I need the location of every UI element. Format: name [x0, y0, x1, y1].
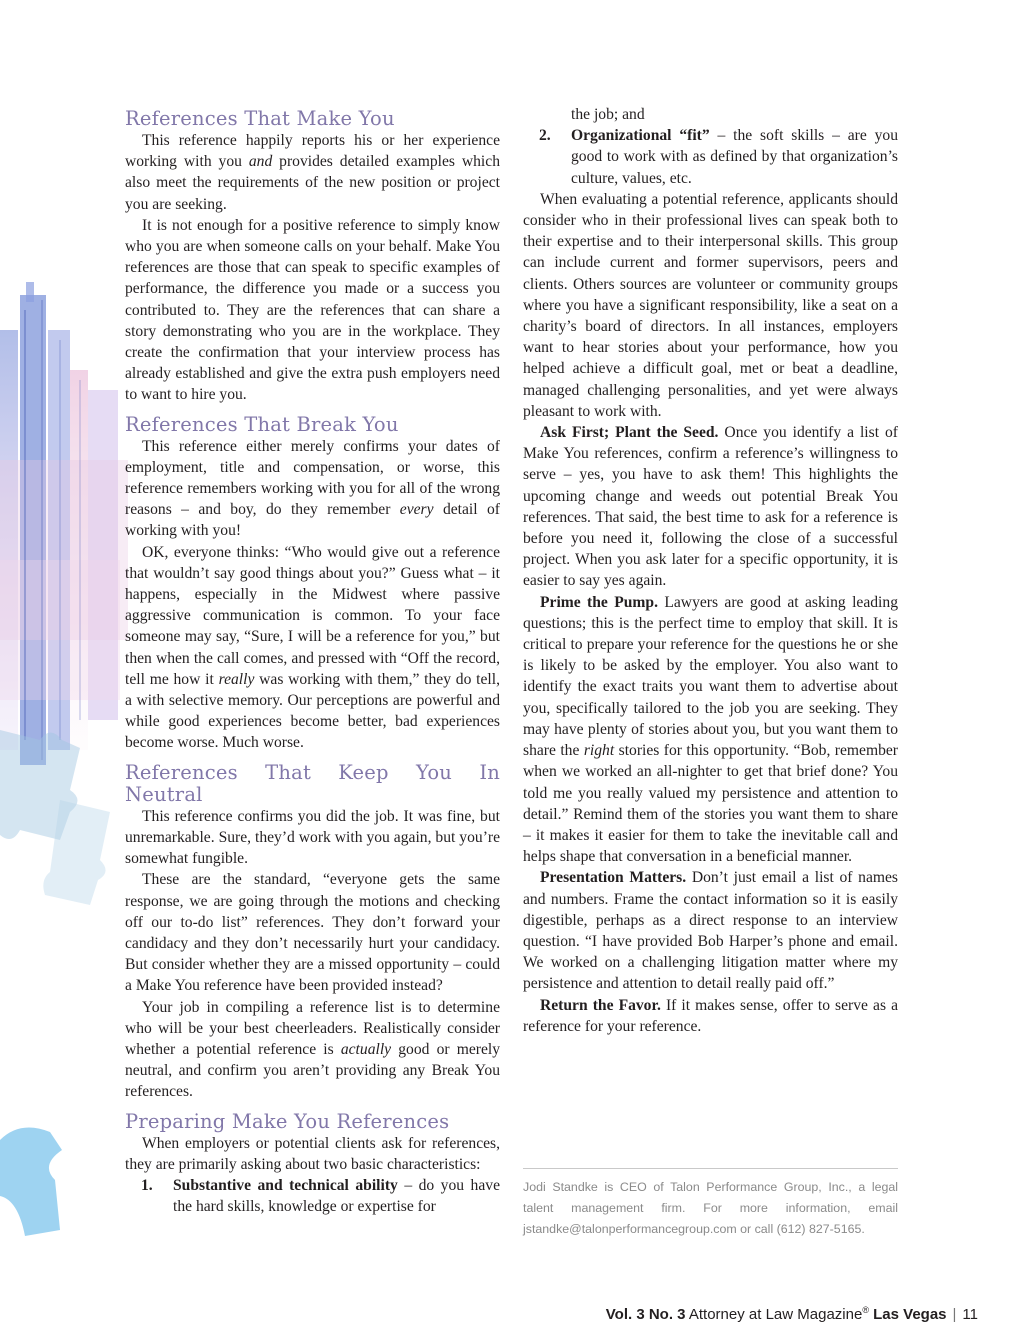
text-run: It is not enough for a positive reference to simply know who you are when someone calls on your behalf. Make You references are those that can speak to specific examples of performance, the difference you made or a success you contributed to. They are the references that can share a story demonstrating who you are in the workplace. They create the confirmation that your interview process has already established and give the extra push employers need to want to hire you.	[125, 216, 500, 404]
body-paragraph	[125, 869, 500, 996]
text-run: This reference confirms you did the job. It was fine, but unremarkable. Sure, they’d work with you again, but you’re somewhat fungible.	[125, 807, 500, 868]
section-heading: References That Keep You In Neutral	[125, 760, 500, 806]
page-footer	[606, 1305, 978, 1323]
list-item	[523, 125, 898, 189]
text-run: This reference either merely confirms your dates of employment, title and compensation, or worse, this reference remembers working with you for all of the wrong reasons – and boy, do they remember	[125, 437, 500, 519]
body-paragraph	[523, 867, 898, 994]
footer-separator: |	[952, 1306, 957, 1323]
text-run: detail of working with you!	[125, 501, 500, 540]
text-run: provides detailed examples which also meet the requirements of the new position or project you are seeking.	[125, 153, 500, 213]
right-column	[523, 104, 898, 1037]
section-heading: Preparing Make You References	[125, 1109, 450, 1133]
body-paragraph	[125, 806, 500, 870]
text-run: This reference happily reports his or her experience working with you	[125, 132, 500, 171]
section-heading: References That Break You	[125, 412, 399, 436]
text-run: Once you identify a list of Make You references, confirm a reference’s willingness to serve – yes, you have to ask them! This highlights the upcoming change and weeds out potential Break You references. That said, the best time to ask for a reference is before you need it, following the close of a successful project. When you ask later for a specific opportunity, it is easier to say yes again.	[523, 424, 898, 590]
text-run: Your job in compiling a reference list is to determine who will be your best cheerleaders. Realistically consider whether a potential reference is	[125, 998, 500, 1058]
bold-lead-in: Prime the Pump.	[540, 593, 658, 611]
list-item-title: Substantive and technical ability	[173, 1176, 398, 1194]
list-item-continued: the job; and	[571, 106, 645, 123]
list-item-title: Organizational “fit”	[571, 127, 710, 145]
page-number: 11	[962, 1306, 978, 1323]
body-paragraph	[125, 436, 500, 542]
bold-lead-in: Ask First; Plant the Seed.	[540, 424, 719, 442]
italic-run: actually	[340, 1040, 392, 1058]
italic-run: really	[218, 670, 255, 688]
text-run: When evaluating a potential reference, applicants should consider who in their professional lives can speak both to their expertise and to their interpersonal skills. This group can include current and former supervisors, peers and clients. Others sources are volunteer or community groups where you have a significant responsibility, like a seat on a charity’s board of directors. In all instances, employers want to hear stories about your performance, how you helped achieve a difficult goal, met or beat a deadline, managed challenging personalities, and yet were always pleasant to work with.	[523, 190, 898, 420]
numbered-list	[125, 1175, 500, 1217]
body-paragraph	[523, 189, 898, 422]
list-text	[173, 1175, 500, 1217]
body-paragraph	[125, 997, 500, 1103]
body-paragraph	[125, 542, 500, 754]
puzzle-pieces	[0, 730, 110, 1236]
magazine-title: Attorney at Law Magazine	[688, 1306, 863, 1323]
body-paragraph	[125, 130, 500, 215]
italic-run: and	[248, 153, 273, 171]
edition-label: Las Vegas	[873, 1306, 947, 1323]
text-run: When employers or potential clients ask for references, they are primarily asking about two basic characteristics:	[125, 1134, 500, 1173]
italic-run: every	[399, 501, 434, 519]
section-heading: References That Make You	[125, 107, 395, 130]
text-run: Don’t just email a list of names and numbers. Frame the contact information so it is easily digestible, perhaps as a direct response to an interview question. “I have provided Bob Harper’s phone and email. We worked on a challenging litigation matter where my persistence and attention to detail really paid off.”	[523, 869, 899, 993]
text-run: stories for this opportunity. “Bob, remember when we worked an all-nighter to get that brief done? You told me you really valued my persistence and attention to detail.” Remind them of the stories you want them to share – it makes it easier for them to take the inevitable call and helps shape that conversation in a beneficial manner.	[523, 742, 898, 866]
body-paragraph	[523, 995, 898, 1037]
italic-run: right	[583, 742, 615, 760]
bold-lead-in: Return the Favor.	[540, 996, 661, 1014]
body-paragraph	[125, 1133, 500, 1175]
body-paragraph	[125, 215, 500, 406]
left-column	[125, 104, 500, 1217]
list-item-body: – the soft skills – are you good to work with as defined by that organization’s culture, values, etc.	[571, 127, 898, 187]
text-run: OK, everyone thinks: “Who would give out a reference that wouldn’t say good things about you?” Guess what – it happens, especially in the Midwest where passive aggressive communication is common. To your face someone may say, “Sure, I will be a reference for you,” but then when the call comes, and pressed with “Off the record, tell me how it	[125, 543, 500, 688]
list-number: 2.	[539, 127, 551, 145]
text-run: was working with them,” they do tell, a with selective memory. Our perceptions are powerful and while good experiences become better, bad experiences become worse. Much worse.	[125, 670, 500, 752]
list-number: 1.	[141, 1176, 153, 1194]
text-run: Lawyers are good at asking leading questions; this is the perfect time to employ that skill. It is critical to prepare your reference for the questions he or she is likely to be asked by the employer. You also want to identify the exact traits you want them to advertise about you, specifically tailored to the job you are seeking. They may have plenty of stories about you, but you want them to share the	[523, 593, 898, 760]
author-bio: Jodi Standke is CEO of Talon Performance Group, Inc., a legal talent management firm. For more information, email jstandke@talonperformancegroup.com or call (612) 827-5165.	[523, 1168, 898, 1240]
text-run: If it makes sense, offer to serve as a reference for your reference.	[523, 996, 899, 1035]
list-item	[125, 1175, 500, 1217]
text-run: good or merely neutral, and confirm you aren’t providing any Break You references.	[125, 1040, 500, 1101]
issue-label: Vol. 3 No. 3	[605, 1306, 686, 1323]
text-run: These are the standard, “everyone gets the same response, we are going through the motions and checking off our to-do list” references. They don’t forward your candidacy and they don’t necessarily hurt your candidacy. But consider whether they are a missed opportunity – could a Make You reference have been provided instead?	[125, 871, 500, 995]
bold-lead-in: Presentation Matters.	[540, 869, 687, 887]
body-paragraph	[523, 422, 898, 592]
list-item-body: – do you have the hard skills, knowledge or expertise for	[173, 1176, 500, 1216]
body-paragraph	[523, 592, 898, 868]
city-skyline-illustration	[0, 0, 130, 1339]
skyline-buildings	[0, 282, 128, 765]
registered-mark: ®	[862, 1305, 869, 1315]
list-text	[571, 125, 898, 189]
numbered-list	[523, 125, 898, 189]
